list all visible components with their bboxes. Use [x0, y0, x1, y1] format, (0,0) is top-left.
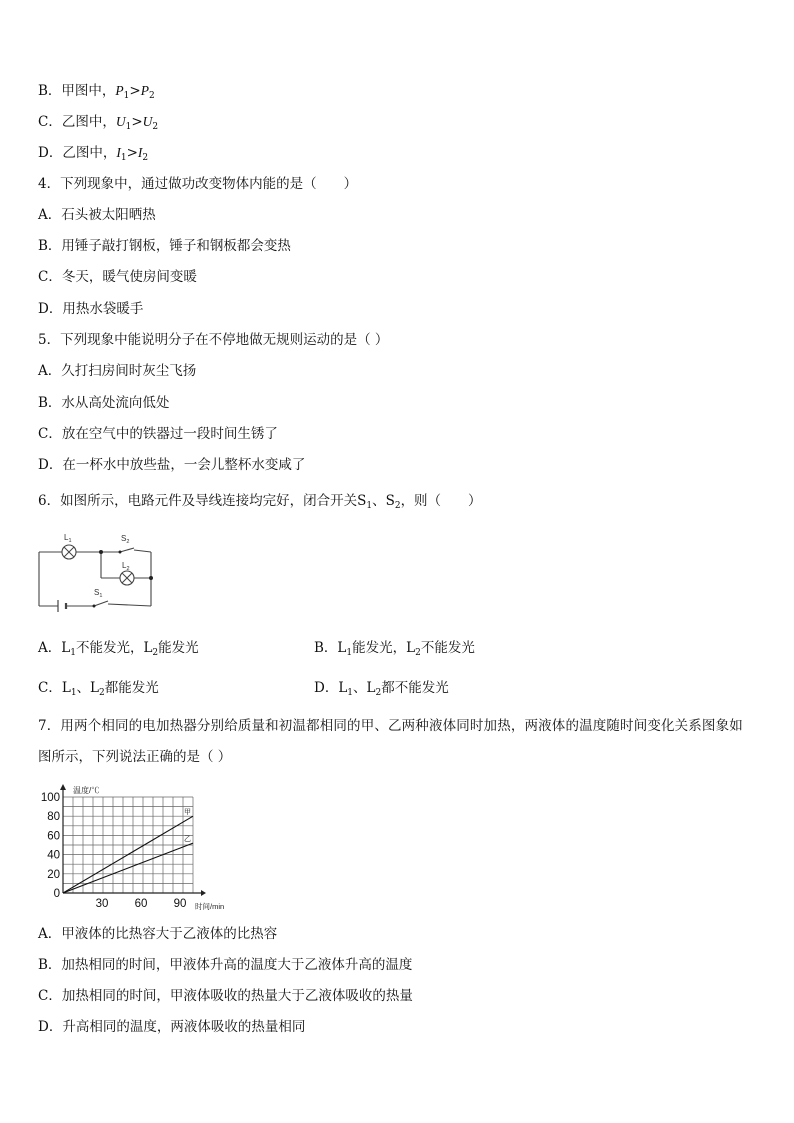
q5-option-a[interactable]: A．久打扫房间时灰尘飞扬: [38, 363, 197, 379]
y-tick-label: 20: [47, 868, 60, 881]
label-l1: $L_1$: [64, 533, 72, 544]
q3-option-b[interactable]: B．甲图中，$P_1>P_2$: [38, 83, 155, 101]
label-l2: $L_2$: [122, 561, 130, 572]
x-tick-label: 30: [95, 898, 109, 910]
q3-option-d[interactable]: D．乙图中，$I_1>I_2$: [38, 145, 149, 163]
junction-dot: [99, 550, 103, 554]
x-axis-arrow: [201, 890, 206, 896]
q6-circuit-diagram: [34, 528, 158, 612]
series-label: 乙: [184, 836, 191, 844]
q5-option-d[interactable]: D．在一杯水中放些盐，一会儿整杯水变咸了: [38, 457, 306, 473]
series-label: 甲: [184, 809, 191, 817]
x-axis-label: 时间/min: [195, 902, 225, 911]
y-tick-label: 0: [53, 888, 60, 900]
y-tick-label: 60: [47, 830, 60, 843]
q6-option-a[interactable]: A．$L_1$不能发光，$L_2$能发光: [38, 640, 199, 658]
y-tick-label: 80: [47, 811, 60, 824]
q7-option-d[interactable]: D．升高相同的温度，两液体吸收的热量相同: [38, 1019, 306, 1035]
q4-option-c[interactable]: C．冬天，暖气使房间变暖: [38, 269, 197, 285]
label-s2: $S_2$: [121, 534, 130, 545]
lamp-l2-icon: [120, 571, 134, 585]
q4-stem: 4．下列现象中，通过做功改变物体内能的是（ ）: [38, 176, 358, 192]
q7-stem-line-1: 7．用两个相同的电加热器分别给质量和初温都相同的甲、乙两种液体同时加热，两液体的温度随时间变化关系图象如: [38, 718, 743, 734]
q7-option-a[interactable]: A．甲液体的比热容大于乙液体的比热容: [38, 926, 278, 942]
junction-dot: [149, 576, 153, 580]
x-tick-label: 90: [173, 898, 187, 910]
q6-stem: 6．如图所示，电路元件及导线连接均完好，闭合开关$S_1$、$S_2$，则（ ）: [38, 493, 482, 511]
label-s1: $S_1$: [94, 588, 103, 599]
q7-option-b[interactable]: B．加热相同的时间，甲液体升高的温度大于乙液体升高的温度: [38, 957, 413, 973]
y-tick-label: 100: [40, 792, 60, 804]
y-axis-arrow: [60, 784, 66, 790]
series-line-乙: [63, 843, 193, 893]
q5-option-b[interactable]: B．水从高处流向低处: [38, 395, 170, 411]
q7-stem-line-2: 图所示，下列说法正确的是（ ）: [38, 749, 232, 765]
q3-option-c[interactable]: C．乙图中，$U_1>U_2$: [38, 114, 159, 132]
q4-option-a[interactable]: A．石头被太阳晒热: [38, 207, 156, 223]
x-tick-label: 60: [134, 898, 148, 910]
q5-option-c[interactable]: C．放在空气中的铁器过一段时间生锈了: [38, 426, 278, 442]
q7-temperature-chart: [34, 782, 225, 911]
q4-option-d[interactable]: D．用热水袋暖手: [38, 301, 144, 317]
q5-stem: 5．下列现象中能说明分子在不停地做无规则运动的是（ ）: [38, 332, 389, 348]
battery-icon: [58, 600, 66, 612]
q7-option-c[interactable]: C．加热相同的时间，甲液体吸收的热量大于乙液体吸收的热量: [38, 988, 413, 1004]
switch-pivot: [93, 605, 96, 608]
lamp-l1-icon: [62, 545, 76, 559]
q6-option-c[interactable]: C．$L_1$、$L_2$都能发光: [38, 680, 159, 698]
q4-option-b[interactable]: B．用锤子敲打钢板，锤子和钢板都会变热: [38, 238, 291, 254]
y-axis-label: 温度/℃: [73, 786, 100, 795]
switch-pivot: [119, 551, 122, 554]
q6-option-d[interactable]: D．$L_1$、$L_2$都不能发光: [314, 680, 449, 698]
y-tick-label: 40: [47, 849, 60, 862]
q6-option-b[interactable]: B．$L_1$能发光，$L_2$不能发光: [314, 640, 475, 658]
